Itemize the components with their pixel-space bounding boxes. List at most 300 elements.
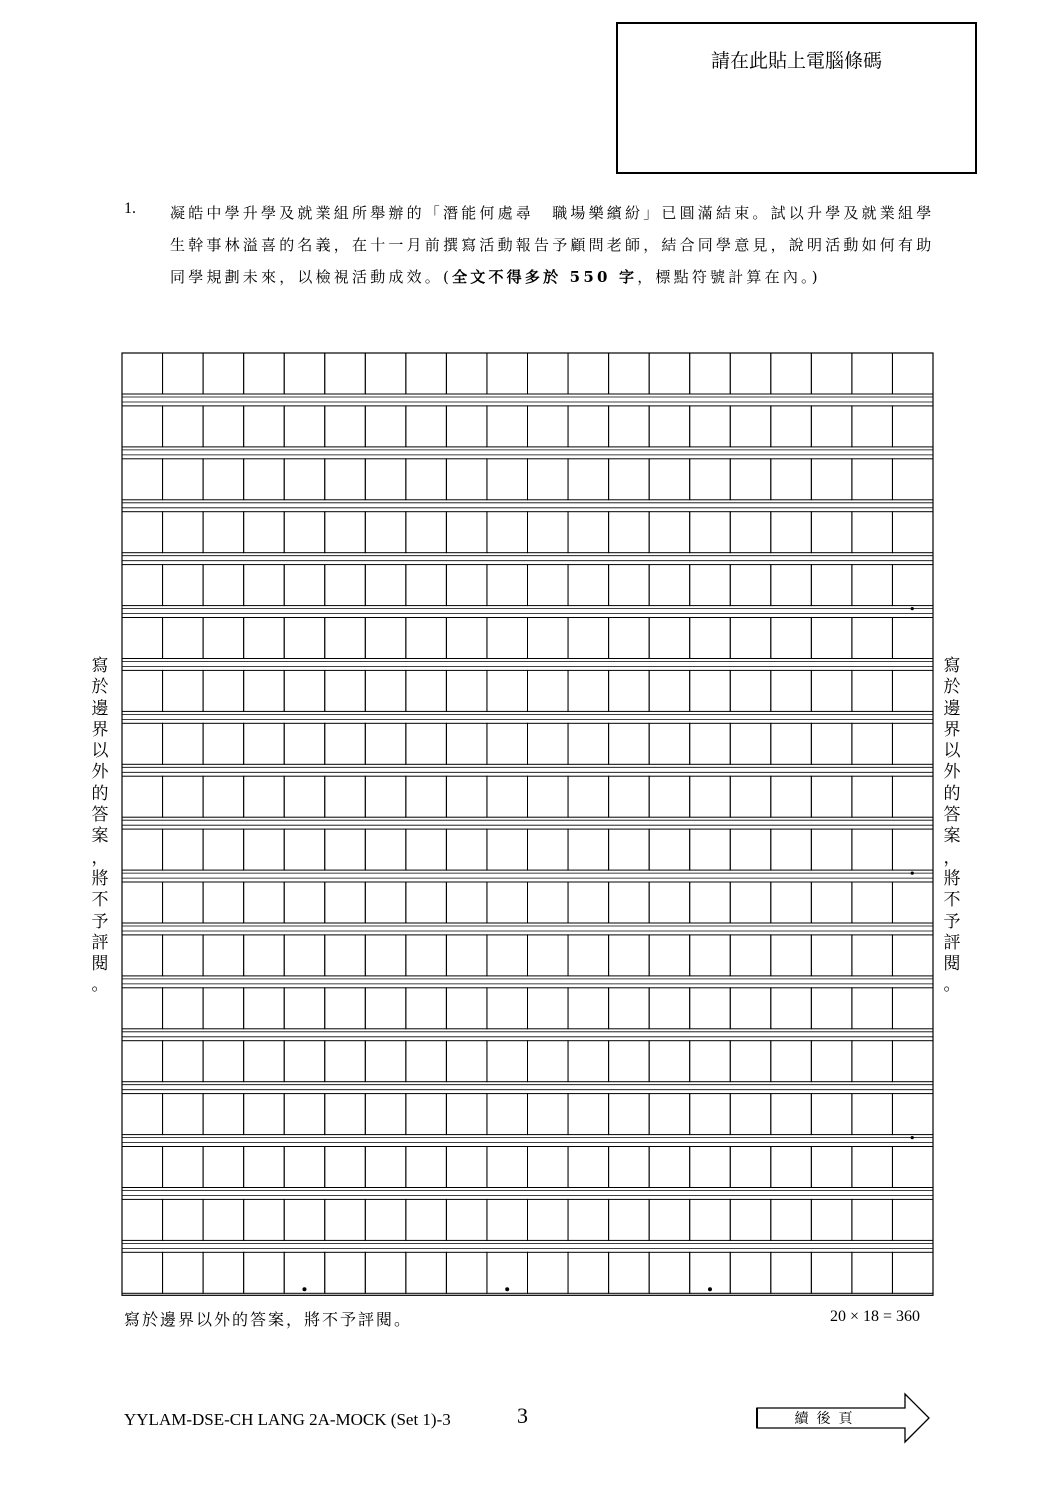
answer-cell[interactable] — [771, 353, 812, 394]
answer-cell[interactable] — [487, 459, 528, 500]
answer-cell[interactable] — [609, 988, 650, 1029]
answer-cell[interactable] — [730, 829, 771, 870]
answer-cell[interactable] — [568, 1199, 609, 1240]
answer-cell[interactable] — [892, 406, 933, 447]
answer-cell[interactable] — [690, 353, 731, 394]
answer-cell[interactable] — [284, 935, 325, 976]
answer-cell[interactable] — [244, 670, 285, 711]
answer-cell[interactable] — [406, 1094, 447, 1135]
answer-cell[interactable] — [609, 353, 650, 394]
answer-cell[interactable] — [771, 723, 812, 764]
answer-cell[interactable] — [852, 353, 893, 394]
answer-cell[interactable] — [609, 723, 650, 764]
answer-cell[interactable] — [284, 1041, 325, 1082]
answer-cell[interactable] — [244, 723, 285, 764]
answer-cell[interactable] — [609, 406, 650, 447]
answer-cell[interactable] — [203, 988, 244, 1029]
answer-cell[interactable] — [528, 723, 569, 764]
answer-cell[interactable] — [365, 406, 406, 447]
answer-cell[interactable] — [528, 406, 569, 447]
answer-cell[interactable] — [122, 829, 163, 870]
answer-cell[interactable] — [244, 1147, 285, 1188]
answer-cell[interactable] — [690, 1252, 731, 1293]
answer-cell[interactable] — [203, 565, 244, 606]
answer-cell[interactable] — [730, 512, 771, 553]
answer-cell[interactable] — [609, 565, 650, 606]
answer-cell[interactable] — [690, 1147, 731, 1188]
answer-cell[interactable] — [771, 829, 812, 870]
answer-cell[interactable] — [852, 1252, 893, 1293]
answer-cell[interactable] — [325, 988, 366, 1029]
answer-cell[interactable] — [852, 512, 893, 553]
answer-cell[interactable] — [892, 1199, 933, 1240]
answer-cell[interactable] — [244, 776, 285, 817]
answer-cell[interactable] — [203, 1147, 244, 1188]
answer-cell[interactable] — [852, 776, 893, 817]
answer-cell[interactable] — [122, 1252, 163, 1293]
answer-cell[interactable] — [122, 1094, 163, 1135]
answer-cell[interactable] — [568, 723, 609, 764]
answer-cell[interactable] — [122, 459, 163, 500]
answer-cell[interactable] — [811, 353, 852, 394]
answer-cell[interactable] — [446, 353, 487, 394]
answer-cell[interactable] — [365, 565, 406, 606]
answer-cell[interactable] — [487, 829, 528, 870]
answer-cell[interactable] — [446, 618, 487, 659]
answer-cell[interactable] — [365, 1147, 406, 1188]
answer-cell[interactable] — [365, 353, 406, 394]
answer-cell[interactable] — [690, 829, 731, 870]
answer-cell[interactable] — [811, 882, 852, 923]
answer-cell[interactable] — [730, 723, 771, 764]
answer-cell[interactable] — [771, 1094, 812, 1135]
answer-cell[interactable] — [649, 1252, 690, 1293]
answer-cell[interactable] — [203, 1252, 244, 1293]
answer-cell[interactable] — [568, 935, 609, 976]
answer-cell[interactable] — [203, 1094, 244, 1135]
answer-cell[interactable] — [406, 459, 447, 500]
answer-cell[interactable] — [568, 1041, 609, 1082]
answer-cell[interactable] — [892, 935, 933, 976]
answer-cell[interactable] — [284, 618, 325, 659]
answer-cell[interactable] — [406, 353, 447, 394]
answer-cell[interactable] — [649, 988, 690, 1029]
answer-cell[interactable] — [528, 618, 569, 659]
answer-cell[interactable] — [771, 565, 812, 606]
answer-cell[interactable] — [771, 1252, 812, 1293]
answer-cell[interactable] — [446, 723, 487, 764]
answer-cell[interactable] — [244, 406, 285, 447]
answer-cell[interactable] — [730, 618, 771, 659]
answer-cell[interactable] — [568, 988, 609, 1029]
answer-cell[interactable] — [528, 1252, 569, 1293]
answer-cell[interactable] — [568, 829, 609, 870]
answer-cell[interactable] — [365, 882, 406, 923]
answer-cell[interactable] — [487, 1147, 528, 1188]
answer-cell[interactable] — [244, 459, 285, 500]
answer-cell[interactable] — [690, 406, 731, 447]
answer-cell[interactable] — [730, 353, 771, 394]
answer-cell[interactable] — [325, 618, 366, 659]
answer-cell[interactable] — [325, 1041, 366, 1082]
answer-cell[interactable] — [365, 988, 406, 1029]
answer-cell[interactable] — [568, 776, 609, 817]
answer-cell[interactable] — [487, 988, 528, 1029]
answer-cell[interactable] — [244, 882, 285, 923]
answer-cell[interactable] — [163, 670, 204, 711]
answer-cell[interactable] — [528, 1041, 569, 1082]
answer-cell[interactable] — [163, 353, 204, 394]
answer-cell[interactable] — [730, 670, 771, 711]
answer-cell[interactable] — [163, 459, 204, 500]
answer-cell[interactable] — [284, 670, 325, 711]
answer-cell[interactable] — [122, 353, 163, 394]
answer-cell[interactable] — [771, 670, 812, 711]
answer-cell[interactable] — [528, 459, 569, 500]
answer-cell[interactable] — [690, 670, 731, 711]
answer-cell[interactable] — [365, 723, 406, 764]
answer-cell[interactable] — [122, 512, 163, 553]
answer-cell[interactable] — [406, 829, 447, 870]
answer-cell[interactable] — [568, 1094, 609, 1135]
answer-cell[interactable] — [163, 882, 204, 923]
answer-cell[interactable] — [244, 353, 285, 394]
answer-cell[interactable] — [163, 935, 204, 976]
answer-cell[interactable] — [892, 882, 933, 923]
answer-cell[interactable] — [446, 882, 487, 923]
answer-cell[interactable] — [203, 1041, 244, 1082]
answer-cell[interactable] — [609, 829, 650, 870]
answer-cell[interactable] — [244, 988, 285, 1029]
answer-cell[interactable] — [892, 459, 933, 500]
answer-cell[interactable] — [406, 406, 447, 447]
answer-cell[interactable] — [284, 723, 325, 764]
answer-cell[interactable] — [730, 882, 771, 923]
answer-cell[interactable] — [649, 882, 690, 923]
answer-cell[interactable] — [811, 618, 852, 659]
answer-cell[interactable] — [325, 776, 366, 817]
answer-cell[interactable] — [649, 1041, 690, 1082]
answer-cell[interactable] — [811, 1147, 852, 1188]
answer-cell[interactable] — [568, 565, 609, 606]
answer-cell[interactable] — [446, 565, 487, 606]
answer-cell[interactable] — [365, 829, 406, 870]
answer-cell[interactable] — [446, 459, 487, 500]
answer-cell[interactable] — [730, 1147, 771, 1188]
answer-cell[interactable] — [244, 1094, 285, 1135]
answer-cell[interactable] — [244, 935, 285, 976]
answer-cell[interactable] — [649, 1199, 690, 1240]
answer-cell[interactable] — [203, 406, 244, 447]
answer-cell[interactable] — [244, 1199, 285, 1240]
answer-cell[interactable] — [487, 776, 528, 817]
answer-cell[interactable] — [406, 1147, 447, 1188]
answer-cell[interactable] — [811, 670, 852, 711]
answer-cell[interactable] — [284, 353, 325, 394]
answer-cell[interactable] — [203, 512, 244, 553]
answer-cell[interactable] — [730, 406, 771, 447]
answer-cell[interactable] — [528, 829, 569, 870]
answer-cell[interactable] — [365, 512, 406, 553]
answer-cell[interactable] — [852, 988, 893, 1029]
answer-cell[interactable] — [122, 723, 163, 764]
answer-cell[interactable] — [568, 512, 609, 553]
answer-cell[interactable] — [487, 512, 528, 553]
answer-cell[interactable] — [852, 670, 893, 711]
answer-cell[interactable] — [609, 670, 650, 711]
answer-cell[interactable] — [487, 1252, 528, 1293]
answer-cell[interactable] — [528, 670, 569, 711]
answer-cell[interactable] — [325, 565, 366, 606]
answer-cell[interactable] — [487, 565, 528, 606]
answer-cell[interactable] — [122, 776, 163, 817]
answer-cell[interactable] — [690, 512, 731, 553]
answer-cell[interactable] — [244, 1041, 285, 1082]
answer-cell[interactable] — [811, 1252, 852, 1293]
answer-cell[interactable] — [852, 1041, 893, 1082]
answer-cell[interactable] — [649, 406, 690, 447]
answer-cell[interactable] — [811, 935, 852, 976]
answer-cell[interactable] — [487, 935, 528, 976]
answer-cell[interactable] — [730, 776, 771, 817]
answer-cell[interactable] — [365, 1199, 406, 1240]
answer-cell[interactable] — [811, 1041, 852, 1082]
answer-cell[interactable] — [771, 776, 812, 817]
answer-cell[interactable] — [244, 565, 285, 606]
answer-cell[interactable] — [528, 565, 569, 606]
answer-cell[interactable] — [690, 723, 731, 764]
answer-cell[interactable] — [325, 1252, 366, 1293]
answer-cell[interactable] — [284, 1094, 325, 1135]
answer-cell[interactable] — [852, 935, 893, 976]
answer-cell[interactable] — [649, 565, 690, 606]
answer-cell[interactable] — [446, 1094, 487, 1135]
answer-cell[interactable] — [528, 512, 569, 553]
answer-cell[interactable] — [325, 1147, 366, 1188]
answer-cell[interactable] — [284, 459, 325, 500]
answer-cell[interactable] — [811, 512, 852, 553]
answer-cell[interactable] — [771, 1041, 812, 1082]
answer-cell[interactable] — [811, 988, 852, 1029]
answer-cell[interactable] — [609, 1041, 650, 1082]
answer-cell[interactable] — [609, 512, 650, 553]
answer-cell[interactable] — [528, 1147, 569, 1188]
answer-cell[interactable] — [690, 988, 731, 1029]
answer-cell[interactable] — [649, 459, 690, 500]
answer-cell[interactable] — [892, 670, 933, 711]
answer-cell[interactable] — [163, 1147, 204, 1188]
answer-cell[interactable] — [649, 670, 690, 711]
answer-cell[interactable] — [528, 935, 569, 976]
answer-cell[interactable] — [244, 829, 285, 870]
answer-cell[interactable] — [649, 353, 690, 394]
answer-cell[interactable] — [649, 512, 690, 553]
answer-cell[interactable] — [852, 618, 893, 659]
answer-cell[interactable] — [852, 829, 893, 870]
answer-cell[interactable] — [649, 776, 690, 817]
answer-cell[interactable] — [325, 512, 366, 553]
answer-cell[interactable] — [852, 1147, 893, 1188]
answer-cell[interactable] — [811, 565, 852, 606]
answer-cell[interactable] — [892, 1041, 933, 1082]
answer-cell[interactable] — [284, 1252, 325, 1293]
answer-cell[interactable] — [609, 882, 650, 923]
answer-cell[interactable] — [203, 618, 244, 659]
answer-cell[interactable] — [406, 723, 447, 764]
answer-cell[interactable] — [325, 670, 366, 711]
answer-cell[interactable] — [163, 723, 204, 764]
answer-cell[interactable] — [325, 935, 366, 976]
answer-cell[interactable] — [649, 1094, 690, 1135]
answer-cell[interactable] — [568, 882, 609, 923]
answer-cell[interactable] — [528, 1199, 569, 1240]
answer-cell[interactable] — [771, 406, 812, 447]
answer-cell[interactable] — [446, 1147, 487, 1188]
answer-cell[interactable] — [690, 1199, 731, 1240]
answer-cell[interactable] — [811, 1094, 852, 1135]
answer-cell[interactable] — [730, 1199, 771, 1240]
answer-cell[interactable] — [771, 1199, 812, 1240]
answer-cell[interactable] — [487, 1199, 528, 1240]
answer-cell[interactable] — [609, 1094, 650, 1135]
answer-cell[interactable] — [365, 1094, 406, 1135]
answer-cell[interactable] — [365, 1252, 406, 1293]
answer-cell[interactable] — [568, 406, 609, 447]
answer-cell[interactable] — [163, 512, 204, 553]
answer-cell[interactable] — [690, 776, 731, 817]
answer-cell[interactable] — [771, 882, 812, 923]
answer-cell[interactable] — [284, 988, 325, 1029]
answer-cell[interactable] — [365, 459, 406, 500]
answer-cell[interactable] — [325, 723, 366, 764]
answer-cell[interactable] — [609, 1199, 650, 1240]
answer-cell[interactable] — [446, 935, 487, 976]
answer-cell[interactable] — [122, 1041, 163, 1082]
answer-cell[interactable] — [649, 1147, 690, 1188]
answer-cell[interactable] — [892, 618, 933, 659]
answer-cell[interactable] — [446, 670, 487, 711]
answer-cell[interactable] — [406, 512, 447, 553]
answer-cell[interactable] — [284, 829, 325, 870]
answer-cell[interactable] — [690, 565, 731, 606]
answer-cell[interactable] — [487, 1041, 528, 1082]
answer-cell[interactable] — [244, 1252, 285, 1293]
answer-cell[interactable] — [244, 618, 285, 659]
answer-cell[interactable] — [406, 776, 447, 817]
answer-cell[interactable] — [406, 670, 447, 711]
answer-cell[interactable] — [284, 1147, 325, 1188]
answer-cell[interactable] — [609, 1147, 650, 1188]
answer-cell[interactable] — [446, 512, 487, 553]
answer-cell[interactable] — [163, 988, 204, 1029]
answer-cell[interactable] — [771, 988, 812, 1029]
answer-cell[interactable] — [730, 1094, 771, 1135]
answer-cell[interactable] — [892, 1252, 933, 1293]
answer-cell[interactable] — [446, 1252, 487, 1293]
answer-cell[interactable] — [365, 618, 406, 659]
answer-cell[interactable] — [487, 353, 528, 394]
answer-cell[interactable] — [609, 618, 650, 659]
answer-cell[interactable] — [852, 1199, 893, 1240]
answer-cell[interactable] — [122, 406, 163, 447]
answer-cell[interactable] — [203, 882, 244, 923]
answer-cell[interactable] — [284, 565, 325, 606]
answer-cell[interactable] — [771, 935, 812, 976]
answer-cell[interactable] — [163, 1041, 204, 1082]
answer-cell[interactable] — [771, 618, 812, 659]
answer-cell[interactable] — [852, 459, 893, 500]
answer-cell[interactable] — [568, 353, 609, 394]
answer-cell[interactable] — [487, 618, 528, 659]
answer-cell[interactable] — [203, 829, 244, 870]
answer-cell[interactable] — [325, 882, 366, 923]
answer-cell[interactable] — [446, 1041, 487, 1082]
answer-cell[interactable] — [163, 1199, 204, 1240]
answer-cell[interactable] — [365, 670, 406, 711]
answer-cell[interactable] — [122, 935, 163, 976]
answer-cell[interactable] — [203, 723, 244, 764]
answer-cell[interactable] — [325, 459, 366, 500]
answer-cell[interactable] — [852, 723, 893, 764]
answer-cell[interactable] — [892, 1147, 933, 1188]
answer-cell[interactable] — [325, 1094, 366, 1135]
answer-cell[interactable] — [690, 882, 731, 923]
answer-cell[interactable] — [730, 988, 771, 1029]
answer-cell[interactable] — [406, 618, 447, 659]
answer-cell[interactable] — [406, 1252, 447, 1293]
answer-cell[interactable] — [649, 935, 690, 976]
answer-cell[interactable] — [284, 776, 325, 817]
answer-cell[interactable] — [487, 1094, 528, 1135]
answer-cell[interactable] — [690, 1094, 731, 1135]
answer-cell[interactable] — [244, 512, 285, 553]
answer-cell[interactable] — [730, 1252, 771, 1293]
answer-cell[interactable] — [649, 723, 690, 764]
answer-cell[interactable] — [690, 459, 731, 500]
answer-cell[interactable] — [690, 935, 731, 976]
answer-cell[interactable] — [730, 459, 771, 500]
answer-cell[interactable] — [811, 459, 852, 500]
answer-cell[interactable] — [852, 882, 893, 923]
answer-cell[interactable] — [203, 353, 244, 394]
answer-cell[interactable] — [852, 565, 893, 606]
answer-cell[interactable] — [284, 512, 325, 553]
answer-cell[interactable] — [406, 1041, 447, 1082]
answer-cell[interactable] — [811, 406, 852, 447]
answer-cell[interactable] — [892, 723, 933, 764]
answer-cell[interactable] — [325, 829, 366, 870]
answer-cell[interactable] — [406, 882, 447, 923]
answer-cell[interactable] — [811, 723, 852, 764]
answer-cell[interactable] — [325, 353, 366, 394]
answer-cell[interactable] — [771, 512, 812, 553]
answer-cell[interactable] — [649, 829, 690, 870]
answer-cell[interactable] — [568, 1147, 609, 1188]
answer-cell[interactable] — [446, 829, 487, 870]
answer-cell[interactable] — [122, 882, 163, 923]
answer-cell[interactable] — [609, 1252, 650, 1293]
answer-cell[interactable] — [892, 1094, 933, 1135]
answer-cell[interactable] — [811, 829, 852, 870]
answer-cell[interactable] — [568, 618, 609, 659]
answer-cell[interactable] — [406, 935, 447, 976]
answer-cell[interactable] — [203, 1199, 244, 1240]
answer-cell[interactable] — [892, 565, 933, 606]
answer-cell[interactable] — [122, 618, 163, 659]
answer-cell[interactable] — [690, 618, 731, 659]
answer-cell[interactable] — [730, 935, 771, 976]
answer-cell[interactable] — [406, 1199, 447, 1240]
